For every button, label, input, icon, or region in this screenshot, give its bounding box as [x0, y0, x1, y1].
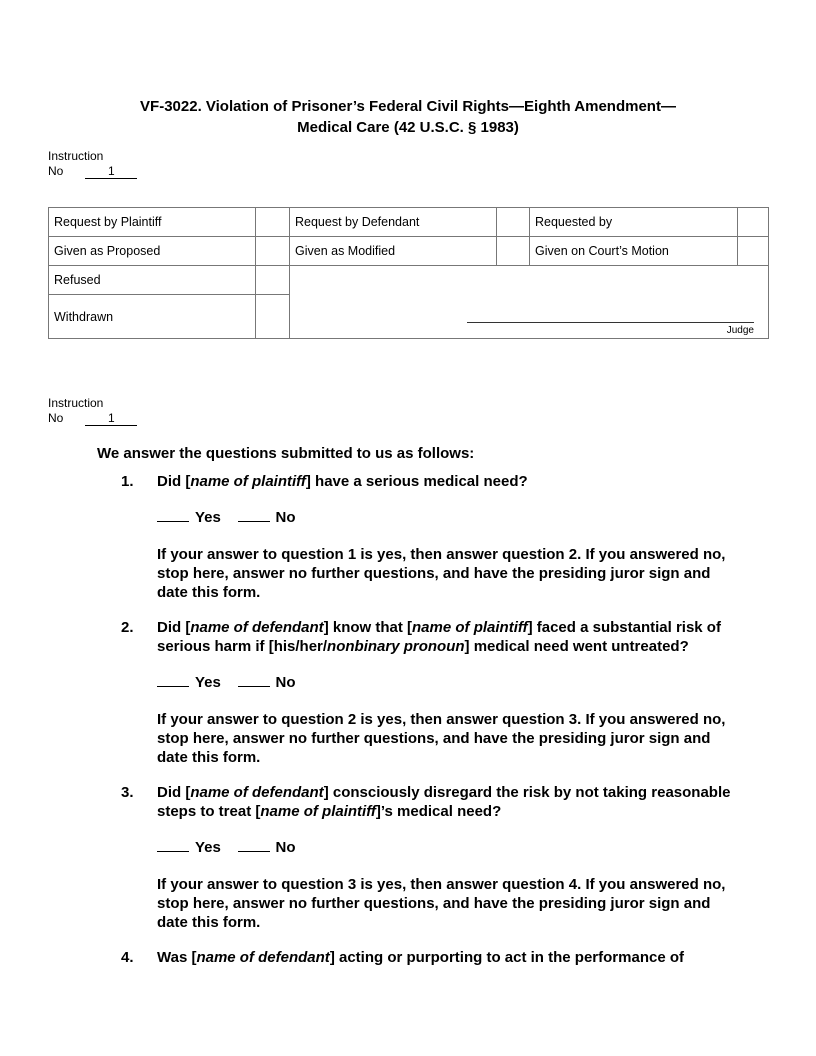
question-4: 4. Was [name of defendant] acting or purporting to act in the performance of: [121, 949, 684, 966]
given-on-courts-motion-label: Given on Court’s Motion: [530, 237, 738, 266]
request-by-defendant-box[interactable]: [497, 208, 530, 237]
requested-by-label: Requested by: [530, 208, 738, 237]
intro-text: We answer the questions submitted to us as follows:: [97, 445, 475, 462]
request-by-plaintiff-box[interactable]: [256, 208, 290, 237]
request-by-defendant-label: Request by Defendant: [290, 208, 497, 237]
refused-label: Refused: [49, 266, 256, 295]
request-table: [48, 207, 769, 339]
given-as-modified-label: Given as Modified: [290, 237, 497, 266]
answer-choices[interactable]: Yes No: [157, 673, 737, 692]
given-on-courts-motion-box[interactable]: [738, 237, 769, 266]
judge-label: Judge: [726, 325, 754, 336]
withdrawn-label: Withdrawn: [49, 295, 256, 339]
verdict-questions: [97, 444, 737, 967]
withdrawn-box[interactable]: [256, 295, 290, 339]
given-as-proposed-label: Given as Proposed: [49, 237, 256, 266]
refused-box[interactable]: [256, 266, 290, 295]
judge-signature-line: [467, 322, 754, 323]
given-as-proposed-box[interactable]: [256, 237, 290, 266]
answer-choices[interactable]: Yes No: [157, 838, 737, 857]
request-by-plaintiff-label: Request by Plaintiff: [49, 208, 256, 237]
judge-signature-area[interactable]: [290, 266, 769, 339]
given-as-modified-box[interactable]: [497, 237, 530, 266]
instruction-number-2: Instruction No 1: [48, 396, 137, 426]
question-2: 2. Did [name of defendant] know that [name of plaintiff] faced a substantial risk of serious harm if [his/her/nonbinary pronoun] medical need went untreated? Yes No If your answer to question 2 is yes, then answer question 3. If you answered no, stop here, answer no further questions, and have the presiding juror sign and date this form.: [97, 618, 737, 767]
question-3: 3. Did [name of defendant] consciously disregard the risk by not taking reasonable steps to treat [name of plaintiff]’s medical need? Yes No If your answer to question 3 is yes, then answer question 4. If you answered no, stop here, answer no further questions, and have the presiding juror sign and date this form.: [97, 783, 737, 932]
question-1: 1. Did [name of plaintiff] have a serious medical need? Yes No If your answer to question 1 is yes, then answer question 2. If you answered no, stop here, answer no further questions, and have the presiding juror sign and date this form.: [97, 472, 737, 602]
form-title: VF-3022. Violation of Prisoner’s Federal Civil Rights—Eighth Amendment— Medical Care (42 U.S.C. § 1983): [140, 98, 676, 136]
requested-by-box[interactable]: [738, 208, 769, 237]
answer-choices[interactable]: Yes No: [157, 508, 737, 527]
instruction-number: Instruction No 1: [48, 149, 137, 179]
